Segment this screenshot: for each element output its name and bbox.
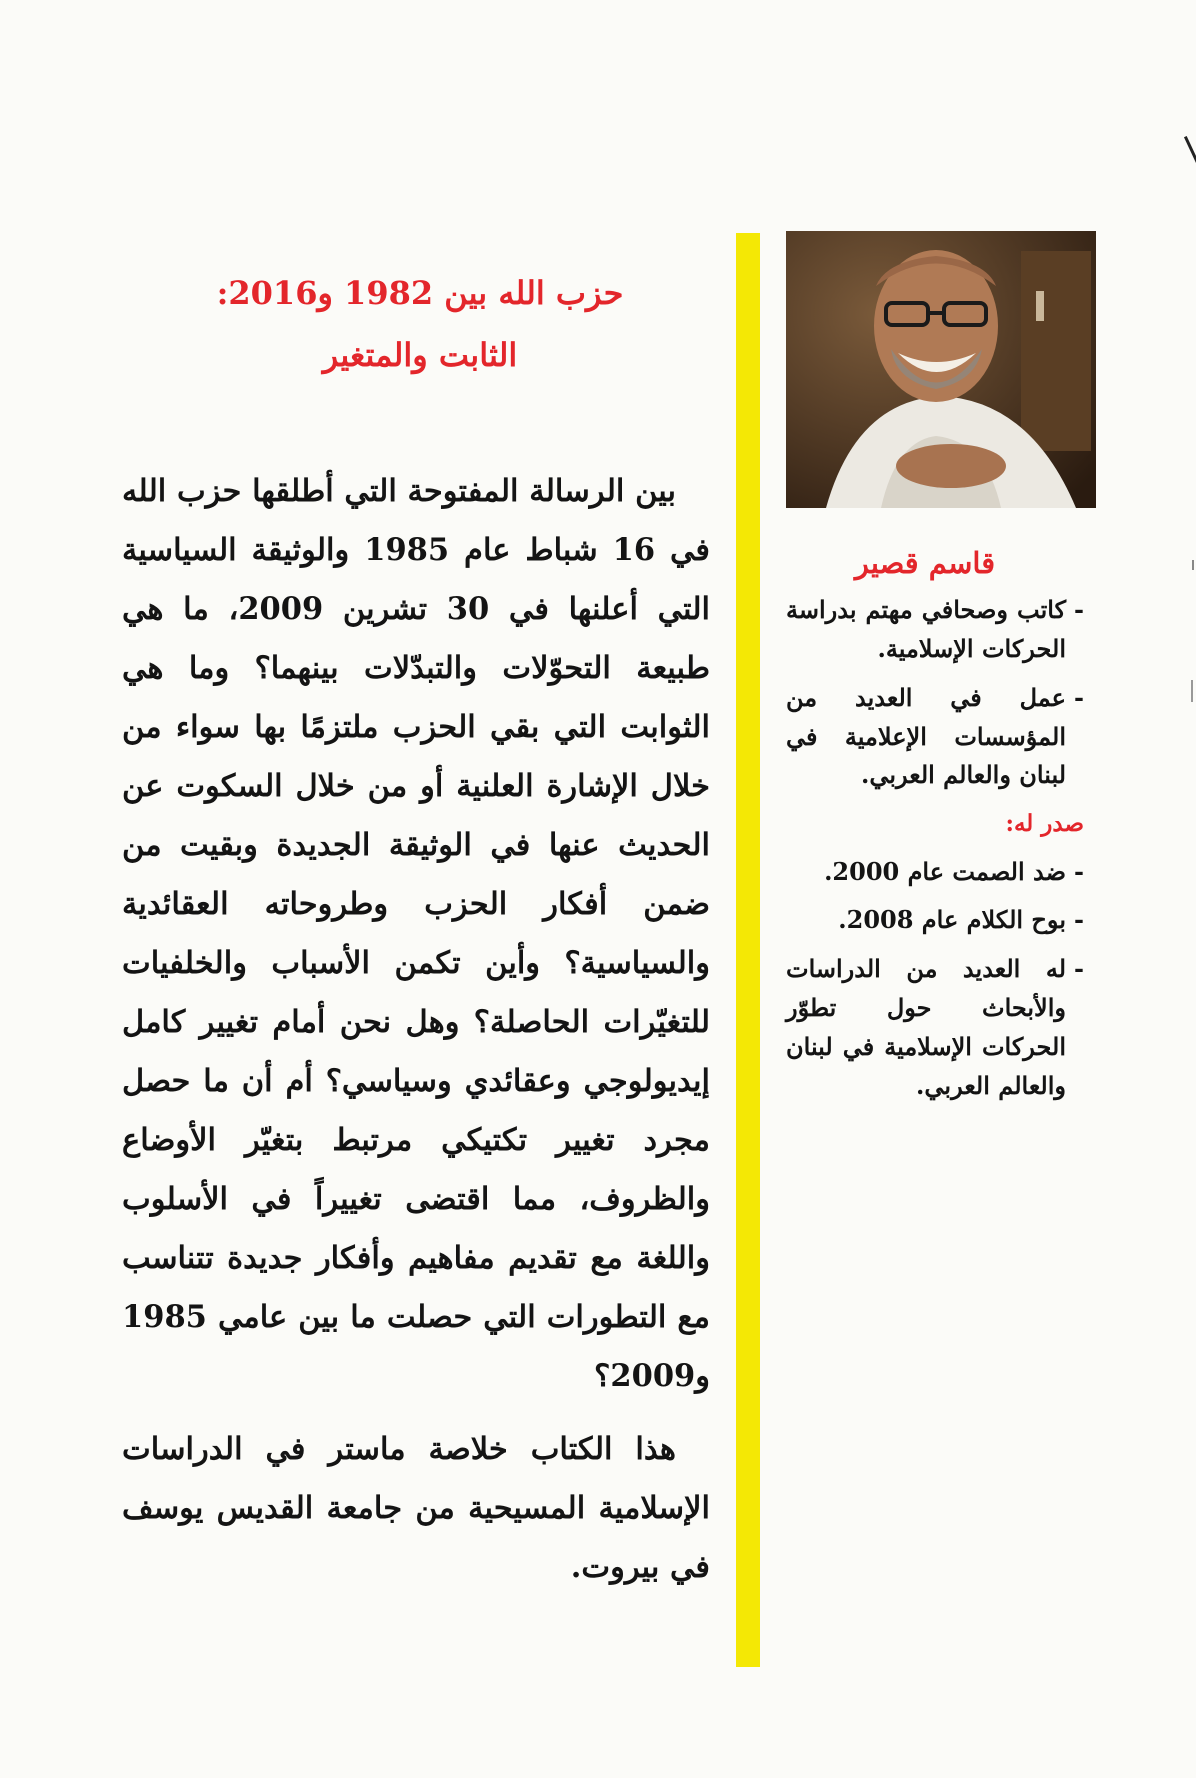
title-line-1: حزب الله بين 1982 و2016: <box>216 274 624 312</box>
scan-speck <box>1191 680 1193 702</box>
book-title <box>120 262 720 387</box>
author-bio <box>786 540 1084 1116</box>
author-name: قاسم قصير <box>854 546 996 580</box>
bio-list <box>786 591 1084 795</box>
title-line-2: الثابت والمتغير <box>322 336 518 375</box>
work-item: - بوح الكلام عام 2008. <box>786 901 1084 940</box>
description-paragraph: بين الرسالة المفتوحة التي أطلقها حزب الله في 16 شباط عام 1985 والوثيقة السياسية التي أعلنها في 30 تشرين 2009، ما هي طبيعة التحوّلات والتبدّلات بينهما؟ وما هي الثوابت التي بقي الحزب ملتزمًا بها سواء من خلال الإشارة العلنية أو من خلال السكوت عن الحديث عنها في الوثيقة الجديدة وبقيت من ضمن أفكار الحزب وطروحاته العقائدية والسياسية؟ وأين تكمن الأسباب والخلفيات للتغيّرات الحاصلة؟ وهل نحن أمام تغيير كامل إيديولوجي وعقائدي وسياسي؟ أم أن ما حصل مجرد تغيير تكتيكي مرتبط بتغيّر الأوضاع والظروف، مما اقتضى تغييراً في الأسلوب واللغة مع تقديم مفاهيم وأفكار جديدة تتناسب مع التطورات التي حصلت ما بين عامي 1985 و2009؟ <box>122 473 710 1394</box>
description-paragraph: هذا الكتاب خلاصة ماستر في الدراسات الإسلامية المسيحية من جامعة القديس يوسف في بيروت. <box>122 1431 710 1585</box>
work-item: - له العديد من الدراسات والأبحاث حول تطوّر الحركات الإسلامية في لبنان والعالم العربي. <box>786 950 1084 1106</box>
yellow-divider <box>736 233 760 1667</box>
bio-item: - عمل في العديد من المؤسسات الإعلامية في لبنان والعالم العربي. <box>786 679 1084 796</box>
works-list <box>786 853 1084 1106</box>
issued-label: صدر له: <box>1005 810 1084 838</box>
book-description <box>122 462 710 1611</box>
bio-item: - كاتب وصحافي مهتم بدراسة الحركات الإسلامية. <box>786 591 1084 669</box>
work-item: - ضد الصمت عام 2000. <box>786 853 1084 892</box>
scan-speck <box>1192 560 1194 570</box>
author-photo <box>786 231 1096 508</box>
scan-speck <box>1184 136 1196 168</box>
